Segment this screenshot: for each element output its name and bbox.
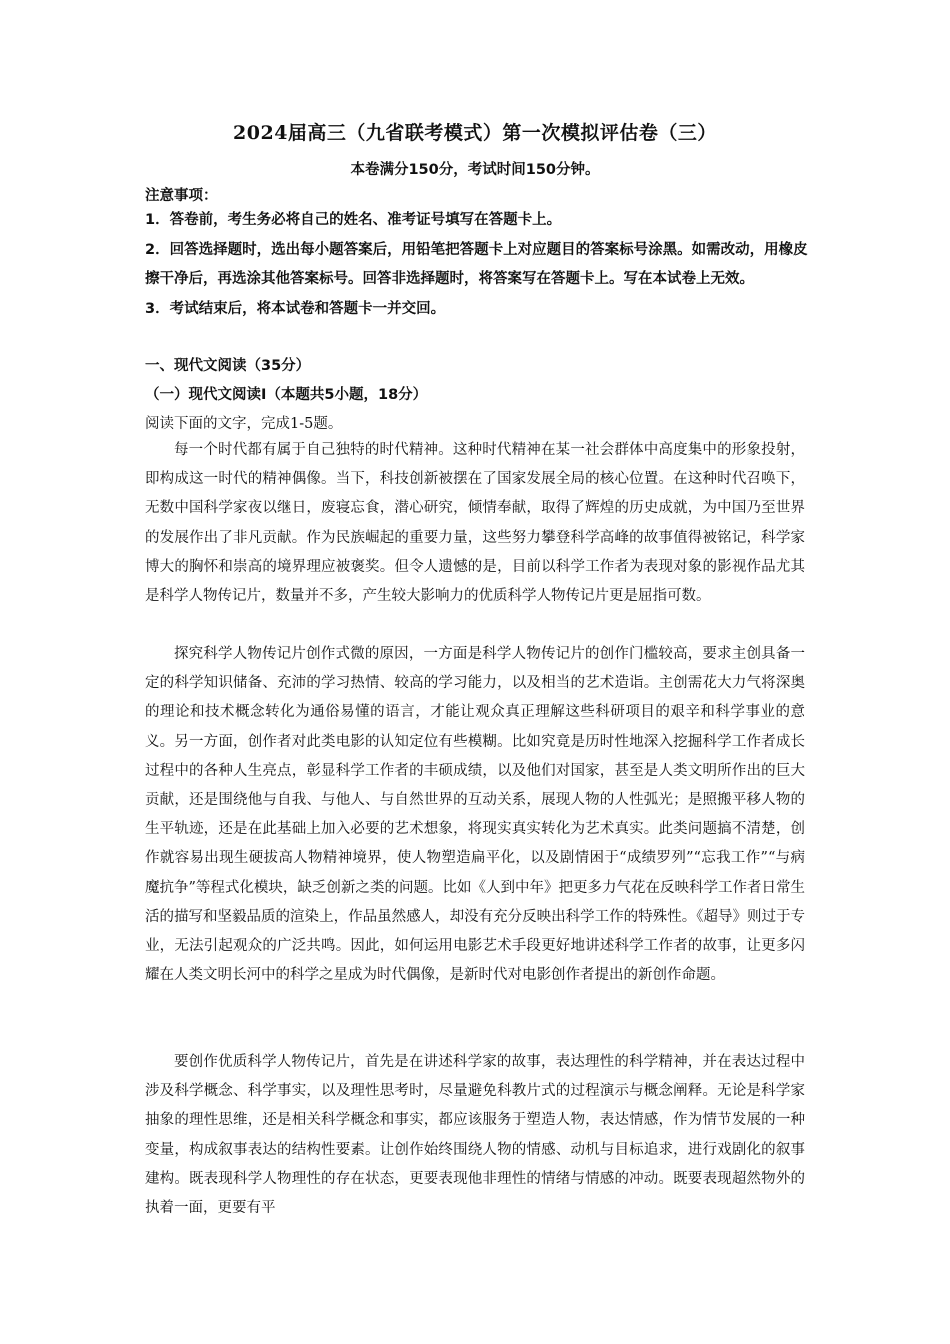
passage-paragraph-1: 每一个时代都有属于自己独特的时代精神。这种时代精神在某一社会群体中高度集中的形象投射，即构成这一时代的精神偶像。当下，科技创新被摆在了国家发展全局的核心位置。在这种时代召唤下，无数中国科学家夜以继日，废寝忘食，潜心研究，倾情奉献，取得了辉煌的历史成就，为中国乃至世界的发展作出了非凡贡献。作为民族崛起的重要力量，这些努力攀登科学高峰的故事值得被铭记，科学家博大的胸怀和崇高的境界理应被褒奖。但令人遗憾的是，目前以科学工作者为表现对象的影视作品尤其是科学人物传记片，数量并不多，产生较大影响力的优质科学人物传记片更是屈指可数。 [145, 442, 805, 605]
passage-paragraph-2: 探究科学人物传记片创作式微的原因，一方面是科学人物传记片的创作门槛较高，要求主创具备一定的科学知识储备、充沛的学习热情、较高的学习能力，以及相当的艺术造诣。主创需花大力气将深奥的理论和技术概念转化为通俗易懂的语言，才能让观众真正理解这些科研项目的艰辛和科学事业的意义。另一方面，创作者对此类电影的认知定位有些模糊。比如究竟是历时性地深入挖掘科学工作者成长过程中的各种人生亮点，彰显科学工作者的丰硕成绩，以及他们对国家，甚至是人类文明所作出的巨大贡献，还是围绕他与自我、与他人、与自然世界的互动关系，展现人物的人性弧光；是照搬平移人物的生平轨迹，还是在此基础上加入必要的艺术想象，将现实真实转化为艺术真实。此类问题搞不清楚，创作就容易出现生硬拔高人物精神境界，使人物塑造扁平化，以及剧情困于“成绩罗列”“忘我工作”“与病魔抗争”等程式化模块，缺乏创新之类的问题。比如《人到中年》把更多力气花在反映科学工作者日常生活的描写和坚毅品质的渲染上，作品虽然感人，却没有充分反映出科学工作的特殊性。《超导》则过于专业，无法引起观众的广泛共鸣。因此，如何运用电影艺术手段更好地讲述科学工作者的故事，让更多闪耀在人类文明长河中的科学之星成为时代偶像，是新时代对电影创作者提出的新创作命题。 [145, 646, 805, 984]
section-subheading: （一）现代文阅读Ⅰ（本题共5小题，18分） [145, 387, 428, 403]
notice-item: 2．回答选择题时，选出每小题答案后，用铅笔把答题卡上对应题目的答案标号涂黑。如需改动，用橡皮擦干净后，再选涂其他答案标号。回答非选择题时，将答案写在答题卡上。写在本试卷上无效。 [145, 241, 808, 287]
reading-instruction: 阅读下面的文字，完成1-5题。 [145, 416, 343, 432]
section-heading: 一、现代文阅读（35分） [145, 358, 311, 374]
passage-paragraph-3: 要创作优质科学人物传记片，首先是在讲述科学家的故事，表达理性的科学精神，并在表达过程中涉及科学概念、科学事实，以及理性思考时，尽量避免科教片式的过程演示与概念阐释。无论是科学家抽象的理性思维，还是相关科学概念和事实，都应该服务于塑造人物，表达情感，作为情节发展的一种变量，构成叙事表达的结构性要素。让创作始终围绕人物的情感、动机与目标追求，进行戏剧化的叙事建构。既表现科学人物理性的存在状态，更要表现他非理性的情绪与情感的冲动。既要表现超然物外的执着一面，更要有平 [145, 1054, 805, 1217]
notice-heading: 注意事项： [145, 188, 218, 204]
notice-item: 3．考试结束后，将本试卷和答题卡一并交回。 [145, 300, 446, 317]
notice-list [145, 206, 810, 324]
exam-title: 2024届高三（九省联考模式）第一次模拟评估卷（三） [233, 122, 717, 144]
notice-item: 1．答卷前，考生务必将自己的姓名、准考证号填写在答题卡上。 [145, 212, 562, 228]
exam-subtitle: 本卷满分150分，考试时间150分钟。 [350, 162, 600, 178]
